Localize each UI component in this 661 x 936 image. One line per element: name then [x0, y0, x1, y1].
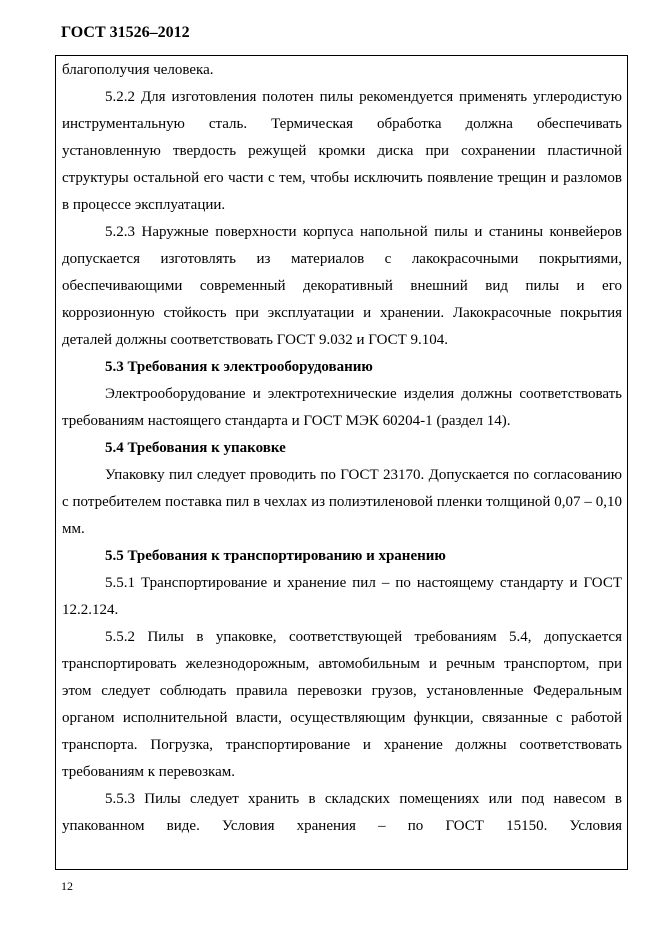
paragraph-5-5-3: 5.5.3 Пилы следует хранить в складских помещениях или под навесом в упакованном виде. Условия хранения – по ГОСТ 15150. Условия: [62, 791, 622, 834]
paragraph-5-5-2: 5.5.2 Пилы в упаковке, соответствующей требованиям 5.4, допускается транспортировать железнодорожным, автомобильным и речным транспортом, при этом следует соблюдать правила перевозки грузов, установленные Федеральным органом исполнительной власти, осуществляющим функции, связанные с работой транспорта. Погрузка, транспортирование и хранение должны соответствовать требованиям к перевозкам.: [62, 629, 622, 780]
paragraph-5-2-2: 5.2.2 Для изготовления полотен пилы рекомендуется применять углеродистую инструментальную сталь. Термическая обработка должна обеспечивать установленную твердость режущей кромки диска при сохранении пластичной структуры остальной его части с тем, чтобы исключить появление трещин и разломов в процессе эксплуатации.: [62, 89, 622, 213]
paragraph-5-4-text: Упаковку пил следует проводить по ГОСТ 23170. Допускается по согласованию с потребителем поставка пил в чехлах из полиэтиленовой пленки толщиной 0,07 – 0,10 мм.: [62, 467, 622, 537]
document-body: [62, 57, 622, 840]
page-number: 12: [61, 879, 73, 893]
paragraph-5-2-3: 5.2.3 Наружные поверхности корпуса напольной пилы и станины конвейеров допускается изготовлять из материалов с лакокрасочными покрытиями, обеспечивающими современный декоративный внешний вид пилы и его коррозионную стойкость при эксплуатации и хранении. Лакокрасочные покрытия деталей должны соответствовать ГОСТ 9.032 и ГОСТ 9.104.: [62, 224, 622, 348]
section-heading-5-4: 5.4 Требования к упаковке: [105, 440, 286, 456]
document-header-title: ГОСТ 31526–2012: [61, 24, 190, 41]
paragraph-5-5-1: 5.5.1 Транспортирование и хранение пил – по настоящему стандарту и ГОСТ 12.2.124.: [62, 575, 622, 618]
paragraph-5-3-text: Электрооборудование и электротехнические изделия должны соответствовать требованиям настоящего стандарта и ГОСТ МЭК 60204-1 (раздел 14).: [62, 386, 622, 429]
section-heading-5-5: 5.5 Требования к транспортированию и хранению: [105, 548, 446, 564]
paragraph-continuation: благополучия человека.: [62, 62, 214, 78]
section-heading-5-3: 5.3 Требования к электрооборудованию: [105, 359, 373, 375]
